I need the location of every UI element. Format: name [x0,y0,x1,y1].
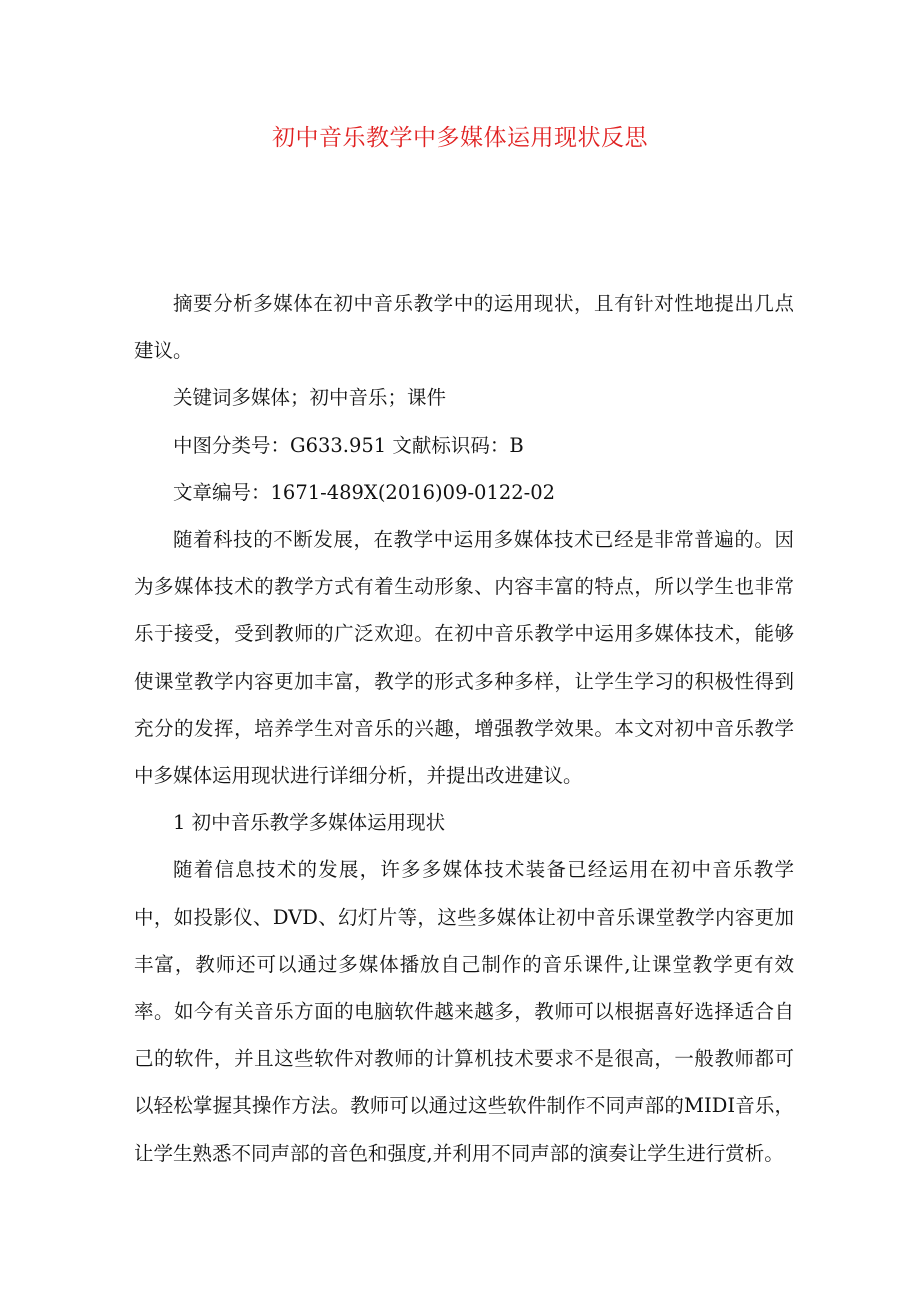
article-number-line: 文章编号：1671-489X(2016)09-0122-02 [173,480,556,504]
document-title: 初中音乐教学中多媒体运用现状反思 [272,125,648,151]
intro-paragraph: 随着科技的不断发展，在教学中运用多媒体技术已经是非常普遍的。因为多媒体技术的教学方式有着生动形象、内容丰富的特点，所以学生也非常乐于接受，受到教师的广泛欢迎。在初中音乐教学中运用多媒体技术，能够使课堂教学内容更加丰富，教学的形式多种多样，让学生学习的积极性得到充分的发挥，培养学生对音乐的兴趣，增强教学效果。本文对初中音乐教学中多媒体运用现状进行详细分析，并提出改进建议。 [134,528,794,788]
section-1-heading: 1 初中音乐教学多媒体运用现状 [173,811,446,835]
abstract-paragraph: 摘要分析多媒体在初中音乐教学中的运用现状，且有针对性地提出几点建议。 [134,292,794,363]
section-1-paragraph: 随着信息技术的发展，许多多媒体技术装备已经运用在初中音乐教学中，如投影仪、DVD、幻灯片等，这些多媒体让初中音乐课堂教学内容更加丰富，教师还可以通过多媒体播放自己制作的音乐课件,让课堂教学更有效率。如今有关音乐方面的电脑软件越来越多，教师可以根据喜好选择适合自己的软件，并且这些软件对教师的计算机技术要求不是很高，一般教师都可以轻松掌握其操作方法。教师可以通过这些软件制作不同声部的MIDI音乐，让学生熟悉不同声部的音色和强度,并利用不同声部的演奏让学生进行赏析。 [134,858,794,1165]
document-body [134,280,794,1177]
classification-line: 中图分类号：G633.951 文献标识码：B [173,433,524,457]
keywords-line: 关键词多媒体；初中音乐；课件 [173,386,447,410]
